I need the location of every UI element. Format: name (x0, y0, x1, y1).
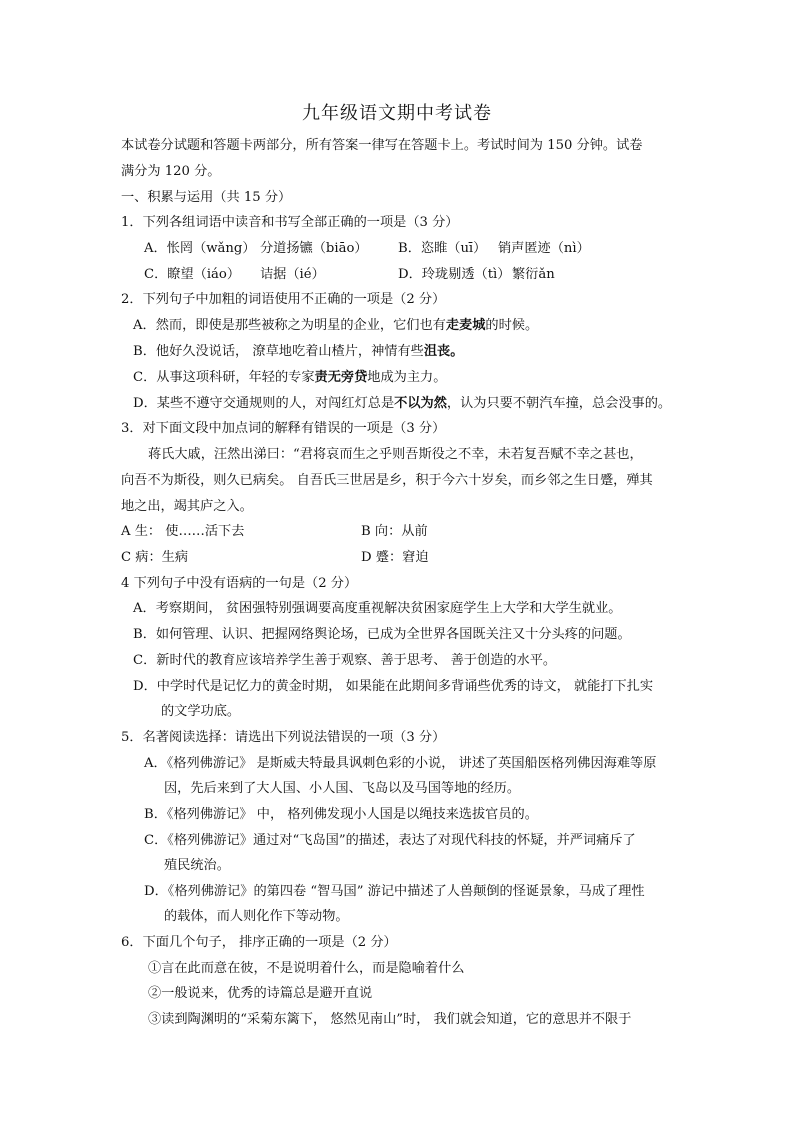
q2-a-tail: 的时候。 (485, 318, 539, 333)
q5-option-a-line-2: 因，先后来到了大人国、小人国、飞岛以及马国等地的经历。 (164, 781, 521, 796)
q1-option-d-word2: 繁衍ǎn (512, 267, 555, 282)
q3-passage-line-1: 蒋氏大戚，汪然出涕曰：“君将哀而生之乎则吾斯役之不幸，未若复吾赋不幸之甚也， (148, 447, 643, 462)
q4-option-d-line-1: D．中学时代是记忆力的黄金时期， 如果能在此期间多背诵些优秀的诗文， 就能打下扎实 (133, 679, 654, 694)
q3-option-a: A 生： 使……活下去 (121, 524, 245, 539)
question-6-stem: 6．下面几个句子， 排序正确的一项是（2 分） (121, 935, 397, 950)
q1-option-b-word1: B．恣睢（uī） (398, 241, 487, 256)
question-5-stem: 5．名著阅读选择：请选出下列说法错误的一项（3 分） (121, 730, 446, 745)
q2-b-bold: 沮丧。 (423, 344, 464, 359)
q3-option-d: D 蹙：窘迫 (361, 550, 429, 565)
q2-option-b (133, 343, 463, 361)
q3-passage-line-3: 地之出，竭其庐之入。 (121, 499, 253, 514)
intro-line-2: 满分为 120 分。 (121, 164, 221, 179)
q1-option-c-word1: C．瞭望（iáo） (144, 267, 241, 282)
q3-passage-line-2: 向吾不为斯役，则久已病矣。 自吾氏三世居是乡，积于今六十岁矣，而乡邻之生日蹙，殚其 (121, 473, 653, 488)
q2-d-tail: ，认为只要不朝汽车撞，总会没事的。 (446, 396, 672, 411)
q5-option-c-line-2: 殖民统治。 (164, 858, 230, 873)
question-3-stem: 3．对下面文段中加点词的解释有错误的一项是（3 分） (121, 421, 446, 436)
q2-c-text: C．从事这项科研，年轻的专家 (133, 370, 315, 385)
page-title: 九年级语文期中考试卷 (302, 103, 492, 124)
q5-option-c-line-1: C．《格列佛游记》通过对“飞岛国”的描述，表达了对现代科技的怀疑，并严词痛斥了 (144, 833, 636, 848)
q3-option-c: C 病：生病 (121, 550, 189, 565)
q4-option-d-line-2: 的文学功底。 (161, 704, 241, 719)
q4-option-c: C．新时代的教育应该培养学生善于观察、善于思考、 善于创造的水平。 (133, 653, 557, 668)
q2-option-a (133, 317, 538, 335)
q2-option-c (133, 369, 446, 387)
q4-option-a: A．考察期间， 贫困强特别强调要高度重视解决贫困家庭学生上大学和大学生就业。 (133, 601, 622, 616)
q6-sentence-2: ②一般说来，优秀的诗篇总是避开直说 (148, 986, 373, 1001)
q2-a-bold: 走麦城 (445, 318, 486, 333)
section-heading: 一、积累与运用（共 15 分） (121, 190, 292, 205)
q4-option-b: B．如何管理、认识、把握网络舆论场，已成为全世界各国既关注又十分头疼的问题。 (133, 627, 631, 642)
q1-option-a-word2: 分道扬镳（biāo） (260, 241, 368, 256)
q2-d-text: D．某些不遵守交通规则的人，对闯红灯总是 (133, 396, 395, 411)
q2-c-tail: 地成为主力。 (367, 370, 447, 385)
q6-sentence-1: ①言在此而意在彼，不是说明着什么，而是隐喻着什么 (148, 961, 465, 976)
q1-option-c-word2: 诘据（ié） (260, 267, 325, 282)
q2-b-text: B．他好久没说话， 潦草地吃着山楂片，神情有些 (133, 344, 424, 359)
q2-d-bold: 不以为然 (394, 396, 447, 411)
q5-option-a-line-1: A．《格列佛游记》 是斯威夫特最具讽刺色彩的小说， 讲述了英国船医格列佛因海难等原 (144, 756, 657, 771)
q6-sentence-3: ③读到陶渊明的“采菊东篱下， 悠然见南山”时， 我们就会知道，它的意思并不限于 (148, 1012, 632, 1027)
question-1-stem: 1．下列各组词语中读音和书写全部正确的一项是（3 分） (121, 215, 459, 230)
q1-option-a-word1: A．怅罔（wǎng） (144, 241, 256, 256)
q5-option-d-line-2: 的载体，而人则化作下等动物。 (164, 909, 349, 924)
q1-option-b-word2: 销声匿迹（nì） (498, 241, 590, 256)
q3-option-b: B 向：从前 (361, 524, 428, 539)
q1-option-d-word1: D．玲珑剔透（tì） (398, 267, 511, 282)
q5-option-b: B．《格列佛游记》 中， 格列佛发现小人国是以绳技来选拔官员的。 (144, 807, 538, 822)
question-2-stem: 2．下列句子中加粗的词语使用不正确的一项是（2 分） (121, 292, 446, 307)
question-4-stem: 4 下列句子中没有语病的一句是（2 分） (121, 576, 358, 591)
q5-option-d-line-1: D．《格列佛游记》的第四卷 “智马国” 游记中描述了人兽颠倒的怪诞景象，马成了理性 (144, 884, 645, 899)
intro-line-1: 本试卷分试题和答题卡两部分，所有答案一律写在答题卡上。考试时间为 150 分钟。试卷 (121, 138, 643, 153)
q2-option-d (133, 395, 671, 413)
q2-c-bold: 责无旁贷 (314, 370, 368, 385)
q2-a-text: A．然而，即使是那些被称之为明星的企业，它们也有 (133, 318, 446, 333)
